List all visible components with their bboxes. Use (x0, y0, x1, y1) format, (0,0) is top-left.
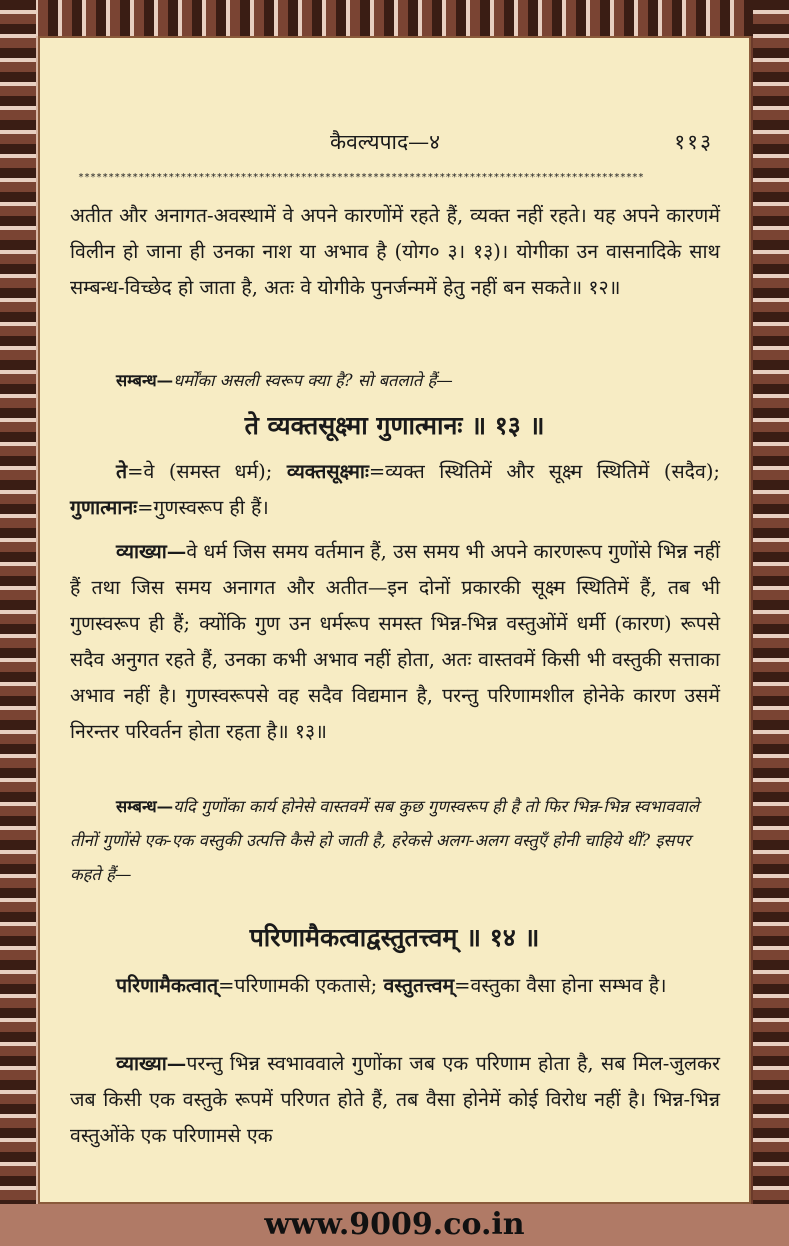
term: गुणात्मानः (70, 496, 138, 519)
commentary-13 (70, 534, 720, 750)
page-number: ११३ (674, 130, 713, 154)
paragraph-continuation: अतीत और अनागत-अवस्थामें वे अपने कारणोंमें रहते हैं, व्यक्त नहीं रहते। यह अपने कारणमें विलीन हो जाना ही उनका नाश या अभाव है (योग० ३। १३)। योगीका उन वासनादिके साथ सम्बन्ध-विच्छेद हो जाता है, अतः वे योगीके पुनर्जन्ममें हेतु नहीं बन सकते॥ १२॥ (70, 204, 720, 299)
term-definition: =गुणस्वरूप ही हैं। (137, 496, 269, 519)
frame-border-top (0, 0, 789, 36)
star-separator: ********************************************************************************************** (78, 172, 644, 183)
frame-border-left (0, 0, 36, 1246)
relation-text: धर्मोंका असली स्वरूप क्या है? सो बतलाते हैं— (173, 371, 453, 390)
term: परिणामैकत्वात् (116, 974, 219, 997)
word-meaning-14 (70, 968, 720, 1004)
term: व्यक्तसूक्ष्माः (286, 460, 369, 483)
term: वस्तुतत्त्वम् (383, 974, 455, 997)
term-definition: =वे (समस्त धर्म); (127, 460, 273, 483)
term-definition: =वस्तुका वैसा होना सम्भव है। (454, 974, 667, 997)
term-definition: =परिणामकी एकतासे; (218, 974, 378, 997)
frame-border-right (753, 0, 789, 1246)
sutra-13: ते व्यक्तसूक्ष्मा गुणात्मानः ॥ १३ ॥ (244, 411, 545, 440)
commentary-text: वे धर्म जिस समय वर्तमान हैं, उस समय भी अपने कारणरूप गुणोंसे भिन्न नहीं हैं तथा जिस समय अनागत और अतीत—इन दोनों प्रकारकी सूक्ष्म स्थितिमें हैं, तब भी गुणस्वरूप ही हैं; क्योंकि गुण उन धर्मरूप समस्त भिन्न-भिन्न वस्तुओंमें धर्मी (कारण) रूपसे सदैव अनुगत रहते हैं, उनका कभी अभाव नहीं होता, अतः वास्तवमें किसी भी वस्तुकी सत्ताका अभाव नहीं है। गुणस्वरूपसे वह सदैव विद्यमान है, परन्तु परिणामशील होनेके कारण उसमें निरन्तर परिवर्तन होता रहता है॥ १३॥ (70, 540, 720, 743)
website-url: www.9009.co.in (0, 1204, 789, 1246)
commentary-label: व्याख्या— (116, 540, 187, 563)
commentary-text: परन्तु भिन्न स्वभाववाले गुणोंका जब एक परिणाम होता है, सब मिल-जुलकर जब किसी एक वस्तुके रूपमें परिणत होते हैं, तब वैसा होनेमें कोई विरोध नहीं है। भिन्न-भिन्न वस्तुओंके एक परिणामसे एक (70, 1052, 720, 1147)
relation-label: सम्बन्ध— (116, 797, 174, 816)
relation-text: यदि गुणोंका कार्य होनेसे वास्तवमें सब कुछ गुणस्वरूप ही है तो फिर भिन्न-भिन्न स्वभाववाले तीनों गुणोंसे एक-एक वस्तुकी उत्पत्ति कैसे हो जाती है, हरेकसे अलग-अलग वस्तुएँ होनी चाहिये थीं? इसपर कहते हैं— (70, 797, 699, 884)
commentary-14 (70, 1046, 720, 1154)
word-meaning-13 (70, 454, 720, 526)
term: ते (116, 460, 128, 483)
chapter-title: कैवल्यपाद—४ (330, 130, 441, 154)
page-header (38, 128, 751, 158)
relation-label: सम्बन्ध— (116, 371, 174, 390)
term-definition: =व्यक्त स्थितिमें और सूक्ष्म स्थितिमें (सदैव); (368, 460, 720, 483)
book-page (38, 36, 751, 1204)
relation-note-1 (70, 364, 720, 398)
commentary-label: व्याख्या— (116, 1052, 187, 1075)
relation-note-2 (70, 790, 720, 892)
sutra-14: परिणामैकत्वाद्वस्तुतत्त्वम् ॥ १४ ॥ (249, 923, 540, 952)
